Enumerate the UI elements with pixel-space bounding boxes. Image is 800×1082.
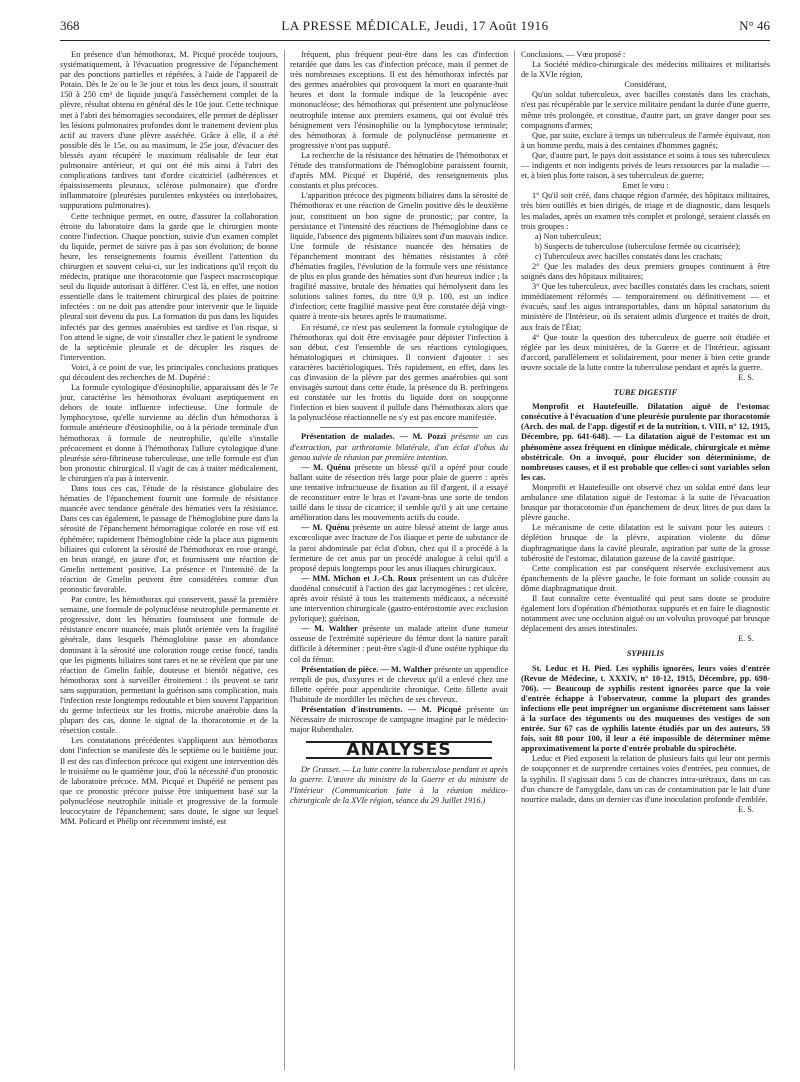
analysis-first: Dr Grasset. — La lutte contre la tuberculose pendant et après la guerre. L'œuvre du ministre de la Guerre et du ministre de l'Intérieur (Communication faite à la réunion médico-chirurgicale de la XVIe région, séance du 29 Juillet 1916.) <box>290 765 508 805</box>
note-paragraph <box>290 574 508 624</box>
conclusions-line: Conclusions. — Vœu proposé : <box>521 50 626 59</box>
page-number: 368 <box>60 18 80 33</box>
note-head: Présentation de malades. — M. Pozzi <box>301 432 447 442</box>
section-heading: TUBE DIGESTIF <box>613 388 678 398</box>
paragraph: 1° Qu'il soit créé, dans chaque région d'armée, des hôpitaux militaires, très bien outillés et bien dirigés, de triage et de diagnostic, dans lesquels les malades, après un examen très complet et prolongé, seraient classés en trois groupes : <box>521 191 770 231</box>
note-head: Présentation de pièce. — M. Walther <box>301 664 432 674</box>
note-paragraph <box>290 624 508 664</box>
note-paragraph <box>290 432 508 462</box>
signature: E. S. <box>738 804 754 814</box>
paragraph: Que, par suite, exclure à temps un tuberculeux de l'armée équivaut, non à un homme perdu, mais à des centaines d'hommes gagnés; <box>521 130 770 150</box>
paragraph: En résumé, ce n'est pas seulement la formule cytologique de l'hémothorax qui doit être envisagée pour dépister l'infection à son début, c'est l'ensemble de ses réactions cytologiques, hématologiques et chimiques. Il convient d'ajouter : ses caractères bactériologiques. Très rapidement, en effet, dans les cas d'invasion de la plèvre par des germes anaérobies qui sont envisagés surtout dans cette étude, la présence du B. perfringens est constatée sur les frottis du liquide dont on soupçonne l'infection et bien souvent il pullule dans l'hémothorax alors que la polynucléose réactionnelle ne s'y est pas encore manifestée. <box>290 322 508 423</box>
paragraph: En présence d'un hémothorax, M. Picqué procède toujours, systématiquement, à l'évacuation progressive de l'épanchement par des ponctions partielles et répétées, à l'aide de l'appareil de Potain. Dès le 2e ou le 3e jour et tous les deux jours, il soustrait 150 à 250 cm³ de liquide jusqu'à l'assèchement complet de la plèvre, résultat obtenu en général dès le 10e jour. Cette technique met à l'abri des hémorragies secondaires, elle permet de déplisser les lésions pulmonaires profondes dont le traitement devient plus actif au travers d'une plèvre asséchée. Grâce à elle, il a été possible dès le 15e, ou au maximum, le 25e jour, d'évacuer des blessés ayant récupéré le maximum réalisable de leur état pulmonaire antérieur, et qui ont été mis ainsi à l'abri des complications tardives tant d'ordre cicatriciel (adhérences et épaississements pleuraux, sclérose pulmonaire) que d'ordre inflammatoire (pleurésies purulentes enkystées ou interlobaires, suppurations pulmonaires). <box>60 50 278 211</box>
paragraph: Cette technique permet, en outre, d'assurer la collaboration étroite du laboratoire dans la garde que le chirurgien monte contre l'infection. Chaque ponction, suivie d'un examen complet du liquide, permet de suivre pas à pas son évolution; de bonne heure, les renseignements fournis éveillent l'attention du chirurgien et souvent celui-ci, sur les indications qu'il reçoit du médecin, pratique une thoracotomie que l'aspect macroscopique seul du liquide autorisait à différer. C'est là, en effet, une notion essentielle dans le traitement chirurgical des plaies de poitrine infectées : on ne doit pas attendre pour intervenir que le liquide pleural soit devenu du pus. La formation du pus dans les liquides infectés par des germes anaérobies est tardive et l'on risque, si l'on attend le signe, de voir s'installer chez le patient le syndrome de la septicémie pleurale et de décupler les risques de l'intervention. <box>60 211 278 362</box>
note-body: présente un cas d'extraction, par arthrotomie bilatérale, d'un éclat d'obus du genou suivie de réunion par première intention. <box>290 432 508 462</box>
paragraph: 3° Que les tuberculeux, avec bacilles constatés dans les crachats, soient immédiatement réformés — temporairement ou définitivement — et évacués, sauf les aigus intransportables, dans un hôpital sanatorium du ministère de l'Intérieur, où ils seraient admis d'urgence et traités de droit, aux frais de l'État; <box>521 282 770 332</box>
note-body: présente un appendice rempli de pus, d'oxyures et de cheveux qu'il a enlevé chez une fillette opérée pour appendicite chronique. Cette fillette avait l'habitude de mordiller les mèches de ses cheveux. <box>290 664 508 704</box>
group-item: a) Non tuberculeux; <box>535 231 602 241</box>
header-rule <box>60 40 770 41</box>
page-header <box>60 18 770 38</box>
paragraph: Les constatations précédentes s'appliquent aux hémothorax dont l'infection se manifeste dès le septième ou le huitième jour. Il est des cas d'infection précoce qui exigent une intervention dès le troisième ou le quatrième jour, d'où la nécessité d'un pronostic de laboratoire précoce. MM. Picqué et Dupérié ne pensent pas que ce pronostic précoce puisse être uniquement basé sur la polynucléose neutrophile initiale et progressive de la formule leucocytaire de l'épanchement; sans doute, le signe sur lequel MM. Policard et Phélip ont récemment insisté, est <box>60 736 278 827</box>
signature: E. S. <box>738 373 754 382</box>
issue-number: N° 46 <box>739 18 770 33</box>
paragraph: Qu'un soldat tuberculeux, avec bacilles constatés dans les crachats, n'est pas récupérable par le service militaire pendant la durée d'une guerre, même très prolongée, et constitue, d'autre part, un grave danger pour ses compagnons d'armes; <box>521 90 770 130</box>
paragraph: Que, d'autre part, le pays doit assistance et soins à tous ses tuberculeux — indigents et non indigents privés de leurs ressources par la maladie — et, à bien plus forte raison, à ses tuberculeux de guerre; <box>521 150 770 181</box>
journal-title: LA PRESSE MÉDICALE, Jeudi, 17 Août 1916 <box>281 18 549 33</box>
note-head: Présentation d'instruments. — M. Picqué <box>301 705 462 714</box>
column-3 <box>521 50 770 1075</box>
column-divider <box>284 50 285 1070</box>
paragraph: La Société médico-chirurgicale des médecins militaires et militarisés de la XVIe région, <box>521 60 770 80</box>
paragraph: Leduc et Pied exposent la relation de plusieurs faits qui leur ont permis de soupçonner et de surprendre certaines voies d'entrées, peu connues, de la syphilis. Il s'agissait dans 5 cas de chancres intra-urétraux, dans un cas d'un chancre de l'amygdale, dans un cas de contamination par le lait d'une nourrice malade, dans un dernier cas d'une inoculation profonde d'emblée. <box>521 754 770 804</box>
note-paragraph <box>290 705 508 735</box>
paragraph: Monprofit et Hautefeuille ont observé chez un soldat entré dans leur ambulance une dilatation aiguë de l'estomac à la suite de l'évacuation brusque par thoracotomie d'un épanchement de deux litres de pus dans la plèvre gauche. <box>521 482 770 523</box>
section-heading: SYPHILIS <box>626 649 665 659</box>
voeu: Emet le vœu : <box>622 181 669 191</box>
considerant: Considérant, <box>624 80 667 90</box>
column-2 <box>290 50 508 1075</box>
note-paragraph <box>290 665 508 705</box>
paragraph: Cette complication est par conséquent réservée exclusivement aux épanchements de la plèvre gauche, le foie formant un solide coussin au dôme diaphragmatique droit. <box>521 563 770 593</box>
paragraph: L'apparition précoce des pigments biliaires dans la sérosité de l'hémothorax et une réaction de Gmelin positive dès le deuxième jour, constituent un bon signe de pronostic; par contre, la persistance et l'intensité des réactions de l'hémoglobine dans ce liquide, l'absence des pigments biliaires sont d'un mauvais indice. Une formule de résistance nuancée des hématies de l'épanchement montrant des hématies résistantes à côté d'hématies fragiles, l'évolution de la formule vers une résistance de plus en plus grande des hématies sont d'un heureux indice ; la fragilité massive, brutale des hématies qui hémolysent dans les solutions salines fortes, du titre 0,9 p. 100, est un indice d'infection; cette fragilité massive peut être constatée déjà vingt-quatre à trente-six heures après le traumatisme. <box>290 191 508 322</box>
note-head: — MM. Michon et J.-Ch. Roux <box>301 573 417 583</box>
note-head: — M. Quénu <box>301 462 351 472</box>
analyses-heading: ANALYSES <box>306 741 492 759</box>
note-body: présente un autre blessé atteint de large anus excœcolique avec fracture de l'os iliaque et perte de substance de la paroi abdominale par éclat d'obus, chez qui il a procédé à la fermeture de cet anus par un procédé analogue à celui qu'il a proposé depuis longtemps pour les anus iliaques chirurgicaux. <box>290 523 508 573</box>
note-head: — M. Quénu <box>301 523 350 533</box>
paragraph: Il faut connaître cette éventualité qui peut sans doute se produire également lors d'opération d'hémothorax suppurés et en faire le diagnostic notamment avec une occlusion aiguë ou un volvulus provoqué par brusque déplacement des anses intestinales. <box>521 593 770 634</box>
paragraph: La formule cytologique d'éosinophilie, apparaissant dès le 7e jour, caractérise les hémothorax évoluant aseptiquement en dehors de toute influence infectieuse. Une formule de lymphocytose, qu'elle survienne au déclin d'un hémothorax à formule antérieure d'éosinophilie, ou à la période terminale d'un hémothorax à formule de neutrophilie, qu'elle s'installe précocement et donne à l'hémothorax l'allure cytologique d'une pleurésie séro-fibrineuse tuberculeuse, une telle formule est d'un bon pronostic chirurgical. Il s'agit de cas à traiter médicalement, le chirurgien n'a pas à intervenir. <box>60 383 278 483</box>
paragraph: fréquent, plus fréquent peut-être dans les cas d'infection retardée que dans les cas d'infection précoce, mais il permet de très nombreuses exceptions. Il est des hémothorax infectés par des germes anaérobies qui provoquent la mort en quarante-huit heures et dont la formule indique de la leucopénie avec mononucléose; des hémothorax qui présentent une polynucléose neutrophile intense aux premiers examens, qui ont évolué très bénignement vers l'éosinophilie ou la lymphocytose terminale; des hémothorax à formule de polynucléose permanente et progressive n'ont pas suppuré. <box>290 50 508 150</box>
signature: E. S. <box>738 634 754 644</box>
note-head: — M. Walther <box>301 624 358 634</box>
column-1 <box>60 50 278 1075</box>
note-body: présente un Nécessaire de microscope de campagne imaginé par le médecin-major Rubenthaler. <box>290 705 508 735</box>
note-body: présentent un cas d'ulcère duodénal consécutif à l'action des gaz lacrymogènes : cet ulcère, après avoir résisté à tous les traitements médicaux, a nécessité une intervention chirurgicale (gastro-entérostomie avec exclusion pylorique); guérison. <box>290 573 508 624</box>
note-paragraph <box>290 523 508 573</box>
abstract-paragraph: St. Leduc et H. Pied. Les syphilis ignorées, leurs voies d'entrée (Revue de Médecine, t. XXXIV, n° 10-12, 1915, Décembre, pp. 698-706). — Beaucoup de syphilis restent ignorées parce que la voie d'entrée échappe à l'observateur, comme la plupart des grandes infections elle peut imprégner un organisme discrètement sans laisser à la surface des téguments ou des muqueuses des vestiges de son entrée. Sur 67 cas de syphilis latente étudiés par un des auteurs, 59 fois, soit 88 pour 100, il leur a été impossible de déterminer même approximativement la porte d'entrée probable du spirochète. <box>521 663 770 754</box>
note-paragraph <box>290 463 508 524</box>
group-item: b) Suspects de tuberculose (tuberculose fermée ou cicatrisée); <box>535 241 741 251</box>
column-divider <box>514 50 515 1070</box>
paragraph: Dans tous ces cas, l'étude de la résistance globulaire des hématies de l'épanchement fournit une formule de résistance nuancée avec tendance générale des hématies vers la résistance. Dans ces cas également, le passage de l'hémoglobine pure dans la sérosité de l'épanchement hémorragique colorée en rose vif est éphémère; rapidement l'hémoglobine cède la place aux pigments biliaires qui colorent la sérosité de l'hémothorax en rose orangé, en brun orangé, en jaune d'or, et fournissent une réaction de Gmelin nettement positive. La présence et l'intensité de la réaction de Gmelin peuvent être considérées comme d'un pronostic favorable. <box>60 484 278 594</box>
note-body: présente un malade atteint d'une tumeur osseuse de l'extrémité supérieure du fémur dont la nature paraît difficile à déterminer : peut-être s'agit-il d'une ostéite typhique du col du fémur. <box>290 624 508 664</box>
paragraph: Voici, à ce point de vue, les principales conclusions pratiques qui découlent des recherches de M. Dupérié : <box>60 362 278 382</box>
paragraph: Par contre, les hémothorax qui conservent, passé la première semaine, une formule de polynucléose neutrophile permanente et progressive, dont les hématies fournissent une formule de résistance encore nuancée, mais plutôt orientée vers la fragilité générale, dans lesquels l'hémoglobine passe en abondance dominant à la sérosité une coloration rouge cerise foncé, tandis que les pigments biliaires sont rares et ne se révèlent que par une réaction de Gmelin faible, douteuse et bientôt négative, ces hémothorax sont à surveiller étroitement : ils peuvent se tarir sans suppuration, permettant la guérison sans complication, mais l'infection reste longtemps redoutable et bien souvent l'apparition du germe infectieux sur les frottis, microbe anaérobie dans la plupart des cas, donne le signal de la thoracotomie et de la résection costale. <box>60 595 278 736</box>
paragraph: Le mécanisme de cette dilatation est le suivant pour les auteurs : déplétion brusque de la plèvre, aspiration violente du dôme diaphragmatique dans la cavité pleurale, aspiration par suite de la grosse tubérosité de l'estomac, dilatation gazeuse de la cavité gastrique. <box>521 523 770 563</box>
group-item: c) Tuberculeux avec bacilles constatés dans les crachats; <box>535 251 723 261</box>
paragraph: 2° Que les malades des deux premiers groupes continuent à être soignés dans des hôpitaux militaires; <box>521 261 770 282</box>
section-rule <box>320 427 478 428</box>
note-body: présente un blessé qu'il a opéré pour coude ballant suite de résection très large pour plaie de guerre : après une tentative infructueuse de fixation au fil d'argent, il a essayé de reconstituer entre le bras et l'avant-bras une sorte de tendon taillé dans le tissu de cicatrice; il semble qu'il y ait une certaine amélioration dans les mouvements actifs du coude. <box>290 462 508 523</box>
paragraph: 4° Que toute la question des tuberculeux de guerre soit étudiée et réglée par les deux ministères, de la Guerre et de l'Intérieur, agissant d'accord, parallèlement et solidairement, pour mener à bien cette grande œuvre sociale de la lutte contre la tuberculose pendant et après la guerre. <box>521 332 770 372</box>
abstract-paragraph: Monprofit et Hautefeuille. Dilatation aiguë de l'estomac consécutive à l'évacuation d'une pleurésie purulente par thoracotomie (Arch. des mal. de l'app. digestif et de la nutrition, t. VIII, n° 12, 1915, Décembre, pp. 641-648). — La dilatation aiguë de l'estomac est un phénomène assez fréquent en clinique médicale, chirurgicale et même obstétricale. On a invoqué, pour élucider son déterminisme, de nombreuses causes, et il est probable que celles-ci sont variables selon les cas. <box>521 402 770 482</box>
paragraph: La recherche de la résistance des hématies de l'hémothorax et l'étude des transformations de l'hémoglobine paraissent fournir, d'après MM. Picqué et Dupérié, des renseignements plus constants et plus précoces. <box>290 150 508 191</box>
